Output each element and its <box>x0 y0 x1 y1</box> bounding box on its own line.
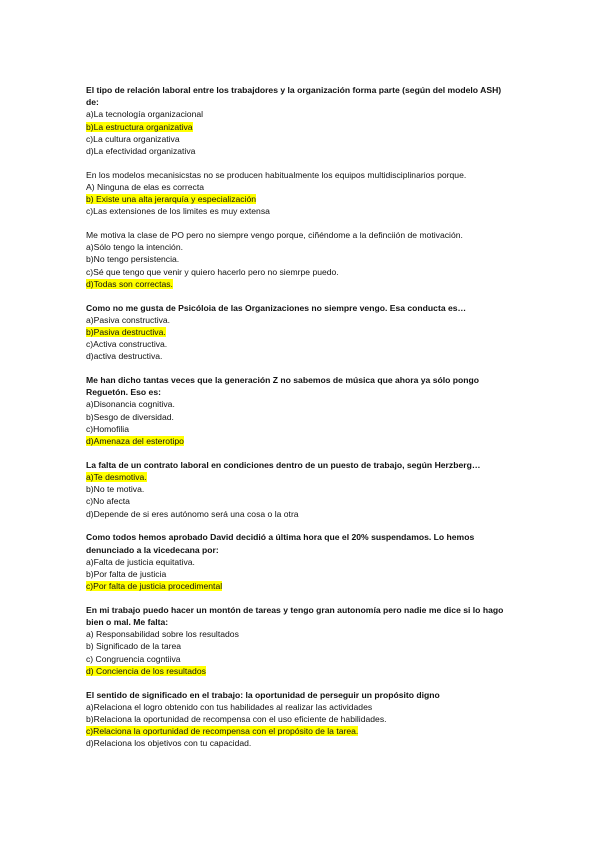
option-text: a)La tecnología organizacional <box>86 109 204 120</box>
answer-option <box>86 108 516 120</box>
answer-option <box>86 423 516 435</box>
highlighted-answer: c)Relaciona la oportunidad de recompensa con el propósito de la tarea. <box>86 726 359 737</box>
answer-option <box>86 181 516 193</box>
answer-option <box>86 411 516 423</box>
answer-option <box>86 145 516 157</box>
option-text: c)Homofilia <box>86 423 129 434</box>
option-text: A) Ninguna de elas es correcta <box>86 181 204 192</box>
answer-option <box>86 737 516 749</box>
highlighted-answer: d) Conciencia de los resultados <box>86 665 206 676</box>
question-block <box>86 229 516 290</box>
highlighted-answer: b)Pasiva destructiva. <box>86 326 166 337</box>
answer-option <box>86 713 516 725</box>
option-text: c) Congruencia cogntiiva <box>86 653 181 664</box>
answer-option-correct <box>86 665 516 677</box>
answer-option <box>86 628 516 640</box>
question-block <box>86 459 516 520</box>
option-text: c)No afecta <box>86 496 130 507</box>
option-text: b)Sesgo de diversidad. <box>86 411 174 422</box>
answer-option <box>86 398 516 410</box>
highlighted-answer: d)Todas son correctas. <box>86 278 173 289</box>
question-stem: Me han dicho tantas veces que la generación Z no sabemos de música que ahora ya sólo pongo Reguetón. Eso es: <box>86 375 480 398</box>
quiz-content <box>86 84 516 761</box>
answer-option <box>86 556 516 568</box>
option-text: a)Disonancia cognitiva. <box>86 399 175 410</box>
answer-option <box>86 253 516 265</box>
answer-option-correct <box>86 580 516 592</box>
answer-option <box>86 338 516 350</box>
question-block <box>86 689 516 750</box>
option-text: a)Sólo tengo la intención. <box>86 242 183 253</box>
answer-option <box>86 495 516 507</box>
answer-option <box>86 350 516 362</box>
option-text: c)Las extensiones de los limites es muy extensa <box>86 206 270 217</box>
answer-option <box>86 483 516 495</box>
answer-option <box>86 701 516 713</box>
question-stem: El tipo de relación laboral entre los trabajdores y la organización forma parte (según del modelo ASH) de: <box>86 85 502 108</box>
option-text: c)La cultura organizativa <box>86 133 180 144</box>
question-block <box>86 169 516 218</box>
option-text: a)Pasiva constructiva. <box>86 314 171 325</box>
option-text: d)Relaciona los objetivos con tu capacidad. <box>86 738 252 749</box>
option-text: b)Por falta de justicia <box>86 568 167 579</box>
option-text: b)No te motiva. <box>86 484 145 495</box>
question-stem: Como todos hemos aprobado David decidió a última hora que el 20% suspendamos. Lo hemos denunciado a la vicedecana por: <box>86 532 475 555</box>
option-text: b)Relaciona la oportunidad de recompensa con el uso eficiente de habilidades. <box>86 713 387 724</box>
question-block <box>86 84 516 157</box>
option-text: a)Relaciona el logro obtenido con tus habilidades al realizar las actividades <box>86 701 373 712</box>
question-stem: Me motiva la clase de PO pero no siempre vengo porque, ciñéndome a la definciión de motivación. <box>86 230 463 241</box>
answer-option-correct <box>86 326 516 338</box>
option-text: a) Responsabilidad sobre los resultados <box>86 629 239 640</box>
question-stem: El sentido de significado en el trabajo: la oportunidad de perseguir un propósito digno <box>86 689 440 700</box>
answer-option-correct <box>86 471 516 483</box>
option-text: a)Falta de justicia equitativa. <box>86 556 195 567</box>
highlighted-answer: d)Amenaza del esterotipo <box>86 436 184 447</box>
option-text: b) Significado de la tarea <box>86 641 182 652</box>
question-stem: En mi trabajo puedo hacer un montón de tareas y tengo gran autonomía pero nadie me dice si lo hago bien o mal. Me falta: <box>86 604 504 628</box>
answer-option <box>86 133 516 145</box>
answer-option <box>86 205 516 217</box>
answer-option <box>86 314 516 326</box>
answer-option-correct <box>86 121 516 133</box>
answer-option-correct <box>86 725 516 737</box>
option-text: b)No tengo persistencia. <box>86 254 180 265</box>
answer-option-correct <box>86 278 516 290</box>
question-block <box>86 604 516 677</box>
highlighted-answer: b)La estructura organizativa <box>86 121 193 132</box>
answer-option <box>86 241 516 253</box>
question-block <box>86 374 516 447</box>
highlighted-answer: b) Existe una alta jerarquía y especialización <box>86 194 257 205</box>
option-text: d)La efectividad organizativa <box>86 146 196 157</box>
answer-option <box>86 640 516 652</box>
answer-option <box>86 568 516 580</box>
answer-option <box>86 266 516 278</box>
question-stem: La falta de un contrato laboral en condiciones dentro de un puesto de trabajo, según Herzberg… <box>86 459 481 470</box>
answer-option-correct <box>86 435 516 447</box>
option-text: c)Sé que tengo que venir y quiero hacerlo pero no siemrpe puedo. <box>86 266 339 277</box>
option-text: d)Depende de si eres autónomo será una cosa o la otra <box>86 508 299 519</box>
option-text: d)activa destructiva. <box>86 351 163 362</box>
answer-option <box>86 508 516 520</box>
question-stem: Como no me gusta de Psicóloia de las Organizaciones no siempre vengo. Esa conducta es… <box>86 302 467 313</box>
answer-option <box>86 653 516 665</box>
highlighted-answer: a)Te desmotiva. <box>86 471 147 482</box>
question-block <box>86 302 516 363</box>
highlighted-answer: c)Por falta de justicia procedimental <box>86 581 223 592</box>
question-stem: En los modelos mecanisicstas no se producen habitualmente los equipos multidisciplinarios porque. <box>86 169 467 180</box>
question-block <box>86 531 516 592</box>
answer-option-correct <box>86 193 516 205</box>
option-text: c)Activa constructiva. <box>86 339 168 350</box>
